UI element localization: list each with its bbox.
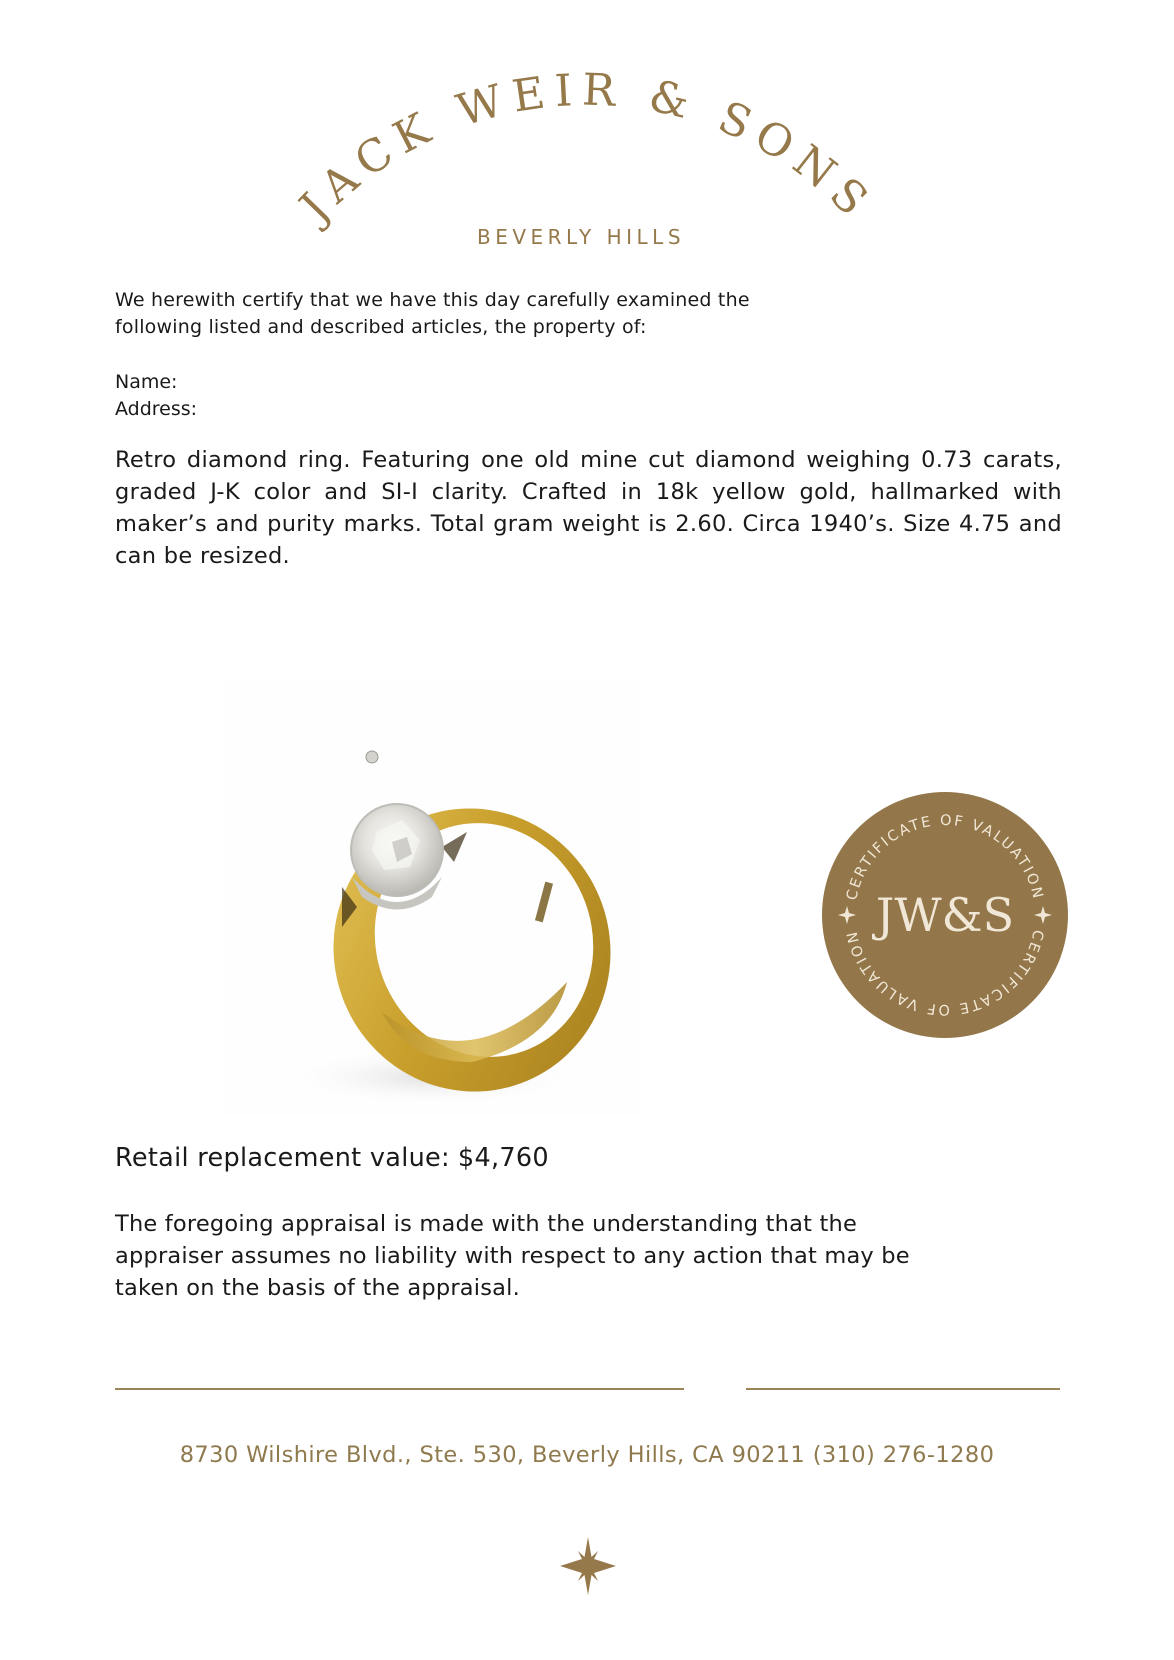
address-label: Address:	[115, 398, 198, 420]
signature-line-right	[746, 1388, 1060, 1390]
disclaimer-line-3: taken on the basis of the appraisal.	[115, 1275, 520, 1301]
seal-ring-text-bottom: CERTIFICATE OF VALUATION	[844, 928, 1046, 1018]
disclaimer-line-2: appraiser assumes no liability with respect to any action that may be	[115, 1243, 910, 1269]
retail-value-amount: $4,760	[457, 1143, 549, 1173]
ring-photo	[222, 682, 642, 1115]
disclaimer-line-1: The foregoing appraisal is made with the understanding that the	[115, 1211, 857, 1237]
seal-monogram: JW&S	[875, 888, 1015, 942]
retail-value-label: Retail replacement value:	[115, 1143, 450, 1173]
footer-address: 8730 Wilshire Blvd., Ste. 530, Beverly Hills, CA 90211 (310) 276-1280	[179, 1442, 995, 1468]
certification-intro	[115, 287, 875, 341]
name-label: Name:	[115, 371, 178, 393]
owner-fields	[115, 369, 197, 423]
intro-line-1: We herewith certify that we have this day carefully examined the	[115, 289, 750, 311]
four-point-star-icon	[560, 1537, 616, 1595]
brand-logo	[0, 0, 1174, 260]
item-description: Retro diamond ring. Featuring one old mine cut diamond weighing 0.73 carats, graded J-K color and SI-I clarity. Crafted in 18k yellow gold, hallmarked with maker’s and purity marks. Total gram weight is 2.60. Circa 1940’s. Size 4.75 and can be resized.	[115, 447, 1062, 569]
certificate-seal	[821, 791, 1069, 1039]
signature-line-left	[115, 1388, 684, 1390]
brand-name: JACK WEIR & SONS	[290, 64, 884, 232]
intro-line-2: following listed and described articles, the property of:	[115, 316, 647, 338]
retail-value-row	[115, 1142, 549, 1174]
brand-location: BEVERLY HILLS	[476, 225, 686, 249]
seal-ring-text-top: CERTIFICATE OF VALUATION	[844, 812, 1046, 902]
ring-image	[222, 682, 642, 1115]
seal-graphic	[821, 791, 1069, 1039]
appraisal-disclaimer	[115, 1208, 1015, 1304]
